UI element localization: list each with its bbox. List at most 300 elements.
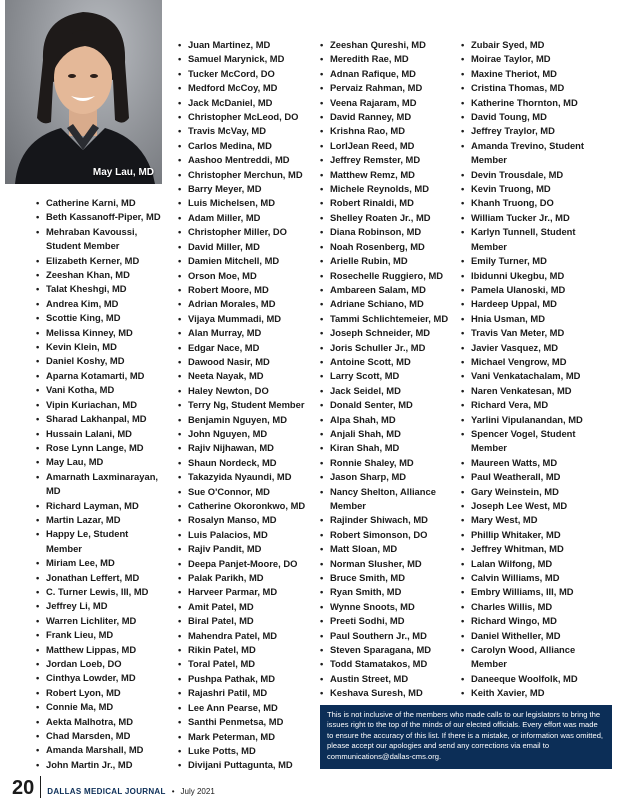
member-name: David Toung, MD (471, 111, 547, 123)
member-list-item (320, 485, 460, 514)
member-list-item (461, 571, 611, 585)
member-name: Samuel Marynick, MD (188, 53, 285, 65)
member-name: Karlyn Tunnell, Student Member (471, 226, 576, 252)
member-list-item (178, 643, 318, 657)
member-name: Maureen Watts, MD (471, 456, 558, 468)
member-name: Steven Sparagana, MD (330, 644, 432, 656)
member-list-item (178, 283, 318, 297)
member-list-column-4 (461, 38, 611, 701)
member-name: Hnia Usman, MD (471, 312, 545, 324)
member-name: Beth Kassanoff-Piper, MD (46, 211, 161, 223)
member-list-item (178, 513, 318, 527)
member-list-item (461, 384, 611, 398)
member-list-item (320, 686, 460, 700)
member-list-item (36, 427, 166, 441)
member-list-item (461, 629, 611, 643)
member-name: Cinthya Lowder, MD (46, 672, 136, 684)
member-list-item (320, 283, 460, 297)
member-name: Sue O'Connor, MD (188, 485, 270, 497)
member-list-item (461, 182, 611, 196)
member-name: Santhi Penmetsa, MD (188, 716, 284, 728)
member-list-item (36, 254, 166, 268)
member-list-item (461, 470, 611, 484)
member-list-item (461, 413, 611, 427)
member-name: Emily Turner, MD (471, 255, 547, 267)
member-name: Vani Kotha, MD (46, 384, 115, 396)
member-list-item (320, 225, 460, 239)
member-name: Keshava Suresh, MD (330, 687, 423, 699)
member-name: Cristina Thomas, MD (471, 82, 565, 94)
member-list-item (178, 744, 318, 758)
member-name: Jack McDaniel, MD (188, 96, 273, 108)
member-name: Adriane Schiano, MD (330, 298, 424, 310)
member-name: Luke Potts, MD (188, 744, 256, 756)
member-list-item (320, 614, 460, 628)
member-list-item (320, 254, 460, 268)
member-name: Richard Layman, MD (46, 499, 139, 511)
member-name: Miriam Lee, MD (46, 557, 115, 569)
member-list-item (178, 715, 318, 729)
member-list-item (461, 643, 611, 672)
member-list-item (461, 528, 611, 542)
member-name: Happy Le, Student Member (46, 528, 129, 554)
member-name: Javier Vasquez, MD (471, 341, 559, 353)
disclaimer-notice: This is not inclusive of the members who made calls to our legislators to bring the issues right to the top of the minds of our elected officials. Every effort was made to ensure the accuracy of this list. If there is a mistake, or information was omitted, please accept our apologies and send any corrections via email to communications@dallas-cms.org. (320, 705, 612, 769)
member-name: Melissa Kinney, MD (46, 326, 133, 338)
member-list-item (36, 513, 166, 527)
member-list-item (320, 441, 460, 455)
member-list-item (36, 599, 166, 613)
member-list-item (36, 499, 166, 513)
member-name: Jonathan Leffert, MD (46, 571, 140, 583)
member-name: Vipin Kuriachan, MD (46, 398, 137, 410)
member-list-item (178, 269, 318, 283)
member-list-item (36, 311, 166, 325)
member-name: Warren Lichliter, MD (46, 614, 137, 626)
member-list-item (461, 427, 611, 456)
member-list-item (178, 153, 318, 167)
member-list-item (36, 268, 166, 282)
member-name: Phillip Whitaker, MD (471, 528, 561, 540)
member-list-item (320, 355, 460, 369)
member-list-item (320, 542, 460, 556)
member-name: Elizabeth Kerner, MD (46, 254, 140, 266)
member-name: Matthew Remz, MD (330, 168, 415, 180)
member-list-item (461, 124, 611, 138)
member-name: Richard Wingo, MD (471, 615, 557, 627)
page-footer (12, 772, 215, 798)
member-list-item (178, 182, 318, 196)
member-name: Todd Stamatakos, MD (330, 658, 428, 670)
member-name: Tucker McCord, DO (188, 67, 275, 79)
member-name: Luis Michelsen, MD (188, 197, 275, 209)
member-list-item (320, 240, 460, 254)
member-name: Norman Slusher, MD (330, 557, 422, 569)
member-list-item (178, 585, 318, 599)
member-name: Zeeshan Khan, MD (46, 269, 130, 281)
member-name: Mehraban Kavoussi, Student Member (46, 225, 138, 252)
member-list-item (36, 628, 166, 642)
member-name: Neeta Nayak, MD (188, 370, 264, 382)
footer-separator: • (171, 787, 175, 796)
member-list-item (36, 700, 166, 714)
member-list-item (36, 686, 166, 700)
member-name: Matthew Lippas, MD (46, 643, 137, 655)
member-name: Rosechelle Ruggiero, MD (330, 269, 444, 281)
member-name: Pushpa Pathak, MD (188, 672, 275, 684)
member-name: Biral Patel, MD (188, 615, 254, 627)
member-name: Damien Mitchell, MD (188, 255, 280, 267)
member-name: Calvin Williams, MD (471, 572, 560, 584)
member-list-item (178, 211, 318, 225)
portrait-illustration (5, 0, 162, 184)
member-list-item (461, 312, 611, 326)
member-name: Alan Murray, MD (188, 327, 262, 339)
member-list-item (36, 210, 166, 224)
member-list-item (320, 269, 460, 283)
member-list-item (178, 52, 318, 66)
member-name: Robert Moore, MD (188, 283, 269, 295)
member-list-item (178, 758, 318, 772)
member-list-item (36, 585, 166, 599)
member-list-item (320, 168, 460, 182)
member-name: Amanda Marshall, MD (46, 744, 144, 756)
member-list-item (320, 384, 460, 398)
member-list-item (178, 686, 318, 700)
member-name: Robert Rinaldi, MD (330, 197, 414, 209)
member-name: Anjali Shah, MD (330, 427, 401, 439)
member-list-item (461, 485, 611, 499)
member-list-item (178, 499, 318, 513)
member-name: Alpa Shah, MD (330, 413, 396, 425)
member-list-item (320, 67, 460, 81)
member-name: Travis Van Meter, MD (471, 327, 565, 339)
member-list-item (178, 168, 318, 182)
member-list-item (36, 758, 166, 772)
member-list-item (461, 211, 611, 225)
member-name: Lalan Wilfong, MD (471, 557, 553, 569)
member-name: Talat Kheshgi, MD (46, 283, 127, 295)
member-list-item (178, 38, 318, 52)
member-list-item (461, 96, 611, 110)
member-name: Jeffrey Traylor, MD (471, 125, 555, 137)
member-name: Jeffrey Li, MD (46, 600, 108, 612)
photo-caption: May Lau, MD (92, 167, 154, 178)
member-name: Scottie King, MD (46, 312, 121, 324)
member-name: Martin Lazar, MD (46, 513, 121, 525)
member-name: Wynne Snoots, MD (330, 600, 415, 612)
member-name: Andrea Kim, MD (46, 297, 119, 309)
member-name: Takazyida Nyaundi, MD (188, 471, 292, 483)
member-name: Zeeshan Qureshi, MD (330, 39, 426, 50)
member-list-item (320, 513, 460, 527)
member-list-item (178, 730, 318, 744)
member-name: Jordan Loeb, DO (46, 658, 122, 669)
member-list-column-3 (320, 38, 460, 701)
member-list-item (36, 527, 166, 556)
member-list-item (461, 297, 611, 311)
member-list-item (36, 441, 166, 455)
member-list-item (320, 124, 460, 138)
member-list-item (36, 571, 166, 585)
member-list-item (461, 254, 611, 268)
member-name: Kiran Shah, MD (330, 442, 400, 454)
member-list-item (320, 427, 460, 441)
member-list-item (461, 139, 611, 168)
member-list-column-1 (36, 196, 166, 772)
member-name: Catherine Okoronkwo, MD (188, 500, 306, 511)
member-list-item (461, 67, 611, 81)
member-name: Jeffrey Remster, MD (330, 154, 421, 166)
member-list-item (320, 196, 460, 210)
member-name: David Miller, MD (188, 240, 260, 252)
member-list-item (320, 369, 460, 383)
member-name: Rajashri Patil, MD (188, 687, 268, 699)
member-name: John Martin Jr., MD (46, 758, 133, 770)
member-name: Charles Willis, MD (471, 600, 553, 612)
member-list-item (461, 600, 611, 614)
member-name: Daniel Witheller, MD (471, 629, 561, 641)
member-name: Arielle Rubin, MD (330, 255, 408, 267)
member-name: Khanh Truong, DO (471, 197, 554, 209)
member-list-item (320, 643, 460, 657)
member-name: Spencer Vogel, Student Member (471, 427, 576, 454)
member-photo (5, 0, 162, 184)
member-name: Richard Vera, MD (471, 399, 549, 411)
member-list-item (36, 743, 166, 757)
member-list-item (461, 269, 611, 283)
member-list-item (36, 671, 166, 685)
member-name: Maxine Theriot, MD (471, 67, 557, 79)
member-name: Rosalyn Manso, MD (188, 514, 277, 526)
member-list-item (320, 470, 460, 484)
member-list-item (178, 441, 318, 455)
member-name: C. Turner Lewis, III, MD (46, 585, 149, 597)
member-list-item (461, 38, 611, 52)
member-name: Rajinder Shiwach, MD (330, 514, 428, 526)
member-name: Hussain Lalani, MD (46, 427, 132, 439)
member-list-item (461, 585, 611, 599)
member-name: Tammi Schlichtemeier, MD (330, 312, 449, 324)
member-name: Daniel Koshy, MD (46, 355, 125, 367)
member-name: Jeffrey Whitman, MD (471, 543, 564, 555)
member-list-item (461, 398, 611, 412)
member-list-item (320, 571, 460, 585)
member-list-item (320, 297, 460, 311)
member-list-item (461, 369, 611, 383)
member-name: Jack Seidel, MD (330, 384, 401, 396)
member-name: Carolyn Wood, Alliance Member (471, 644, 576, 670)
member-name: Naren Venkatesan, MD (471, 384, 572, 396)
member-list-item (178, 456, 318, 470)
member-name: Chad Marsden, MD (46, 730, 131, 742)
member-name: Austin Street, MD (330, 672, 409, 684)
member-name: May Lau, MD (46, 456, 104, 468)
member-list-item (178, 701, 318, 715)
member-list-item (36, 340, 166, 354)
member-list-item (461, 542, 611, 556)
member-name: Devin Trousdale, MD (471, 168, 564, 180)
member-name: Rikin Patel, MD (188, 644, 256, 656)
member-list-item (178, 398, 318, 412)
member-name: Preeti Sodhi, MD (330, 615, 405, 627)
member-name: Amanda Trevino, Student Member (471, 139, 585, 166)
member-name: Rose Lynn Lange, MD (46, 441, 144, 453)
member-list-item (178, 96, 318, 110)
member-name: Lee Ann Pearse, MD (188, 701, 278, 713)
member-list-item (178, 254, 318, 268)
member-list-item (320, 96, 460, 110)
member-list-item (178, 196, 318, 210)
member-list-item (320, 38, 460, 52)
member-name: Sharad Lakhanpal, MD (46, 413, 147, 425)
member-name: Juan Martinez, MD (188, 39, 271, 50)
member-list-item (320, 139, 460, 153)
member-list-item (36, 715, 166, 729)
member-name: Travis McVay, MD (188, 125, 266, 137)
member-name: Amarnath Laxminarayan, MD (46, 470, 159, 497)
member-name: Adam Miller, MD (188, 211, 261, 223)
member-name: Deepa Panjet-Moore, DO (188, 557, 298, 569)
member-list-item (178, 557, 318, 571)
member-list-item (320, 528, 460, 542)
member-list-item (178, 542, 318, 556)
member-name: Haley Newton, DO (188, 384, 269, 396)
member-list-item (461, 686, 611, 700)
member-name: Paul Weatherall, MD (471, 471, 561, 483)
member-name: Rajiv Nijhawan, MD (188, 442, 274, 454)
member-list-item (461, 283, 611, 297)
member-name: Zubair Syed, MD (471, 39, 545, 50)
member-name: Robert Lyon, MD (46, 686, 121, 698)
member-list-item (320, 398, 460, 412)
member-list-item (461, 168, 611, 182)
member-list-item (36, 354, 166, 368)
member-name: Kevin Truong, MD (471, 183, 551, 195)
member-list-item (36, 657, 166, 671)
issue-date: July 2021 (180, 787, 215, 796)
footer-divider (40, 776, 41, 798)
member-list-item (320, 81, 460, 95)
member-list-item (320, 153, 460, 167)
member-list-item (178, 657, 318, 671)
member-list-item (461, 614, 611, 628)
member-list-item (461, 326, 611, 340)
member-list-item (36, 614, 166, 628)
member-list-item (178, 110, 318, 124)
member-name: Paul Southern Jr., MD (330, 629, 427, 641)
member-name: Michele Reynolds, MD (330, 183, 429, 195)
member-list-item (178, 369, 318, 383)
page-number: 20 (12, 777, 35, 799)
member-list-item (178, 355, 318, 369)
member-name: Noah Rosenberg, MD (330, 240, 425, 252)
member-name: Vijaya Mummadi, MD (188, 312, 282, 324)
member-name: Mahendra Patel, MD (188, 629, 278, 641)
member-list-item (178, 470, 318, 484)
member-name: Robert Simonson, DO (330, 528, 428, 540)
member-list-item (178, 139, 318, 153)
member-list-item (461, 499, 611, 513)
member-list-item (461, 81, 611, 95)
member-list-item (320, 585, 460, 599)
member-name: Moirae Taylor, MD (471, 53, 551, 65)
member-list-item (320, 182, 460, 196)
member-list-item (320, 211, 460, 225)
member-list-item (461, 196, 611, 210)
member-name: John Nguyen, MD (188, 427, 268, 439)
member-list-item (320, 456, 460, 470)
member-name: Keith Xavier, MD (471, 687, 545, 699)
member-list-item (461, 672, 611, 686)
member-name: Christopher Merchun, MD (188, 168, 303, 180)
member-name: Adnan Rafique, MD (330, 67, 416, 79)
member-list-item (320, 312, 460, 326)
member-name: Christopher Miller, DO (188, 226, 287, 238)
member-name: Christopher McLeod, DO (188, 111, 299, 123)
member-name: Divijani Puttagunta, MD (188, 759, 293, 771)
member-list-item (36, 282, 166, 296)
member-list-item (320, 629, 460, 643)
member-list-item (320, 110, 460, 124)
member-list-item (178, 341, 318, 355)
member-list-item (36, 455, 166, 469)
member-name: Meredith Rae, MD (330, 53, 409, 65)
member-name: William Tucker Jr., MD (471, 211, 570, 223)
member-name: Ronnie Shaley, MD (330, 456, 414, 468)
member-name: Katherine Thornton, MD (471, 96, 578, 108)
member-list-item (320, 52, 460, 66)
member-name: Mary West, MD (471, 514, 538, 526)
member-name: Dawood Nasir, MD (188, 355, 270, 367)
member-list-item (36, 556, 166, 570)
member-list-item (178, 485, 318, 499)
member-name: Pervaiz Rahman, MD (330, 82, 423, 94)
member-name: Terry Ng, Student Member (188, 399, 305, 411)
member-name: Yarlini Vipulanandan, MD (471, 413, 583, 425)
member-list-item (461, 225, 611, 254)
member-list-item (36, 326, 166, 340)
member-name: Ryan Smith, MD (330, 586, 402, 598)
member-name: Catherine Karni, MD (46, 197, 136, 208)
member-list-item (178, 240, 318, 254)
member-name: Toral Patel, MD (188, 658, 256, 670)
member-list-item (320, 557, 460, 571)
member-name: Frank Lieu, MD (46, 629, 114, 641)
member-name: Orson Moe, MD (188, 269, 257, 281)
member-list-item (36, 297, 166, 311)
member-name: Aparna Kotamarti, MD (46, 369, 145, 381)
member-list-item (178, 629, 318, 643)
member-list-item (178, 600, 318, 614)
member-name: Ibidunni Ukegbu, MD (471, 269, 565, 281)
member-name: Amit Patel, MD (188, 600, 254, 612)
member-list-item (178, 225, 318, 239)
member-name: Palak Parikh, MD (188, 572, 264, 584)
member-list-item (36, 369, 166, 383)
member-list-item (461, 513, 611, 527)
member-list-item (178, 427, 318, 441)
member-list-item (36, 225, 166, 254)
member-list-item (320, 672, 460, 686)
member-list-item (36, 412, 166, 426)
member-list-item (320, 326, 460, 340)
member-name: LorIJean Reed, MD (330, 139, 415, 151)
member-name: Antoine Scott, MD (330, 355, 411, 367)
member-name: Jason Sharp, MD (330, 471, 407, 483)
member-name: Mark Peterman, MD (188, 730, 276, 742)
member-name: Shaun Nordeck, MD (188, 456, 277, 468)
